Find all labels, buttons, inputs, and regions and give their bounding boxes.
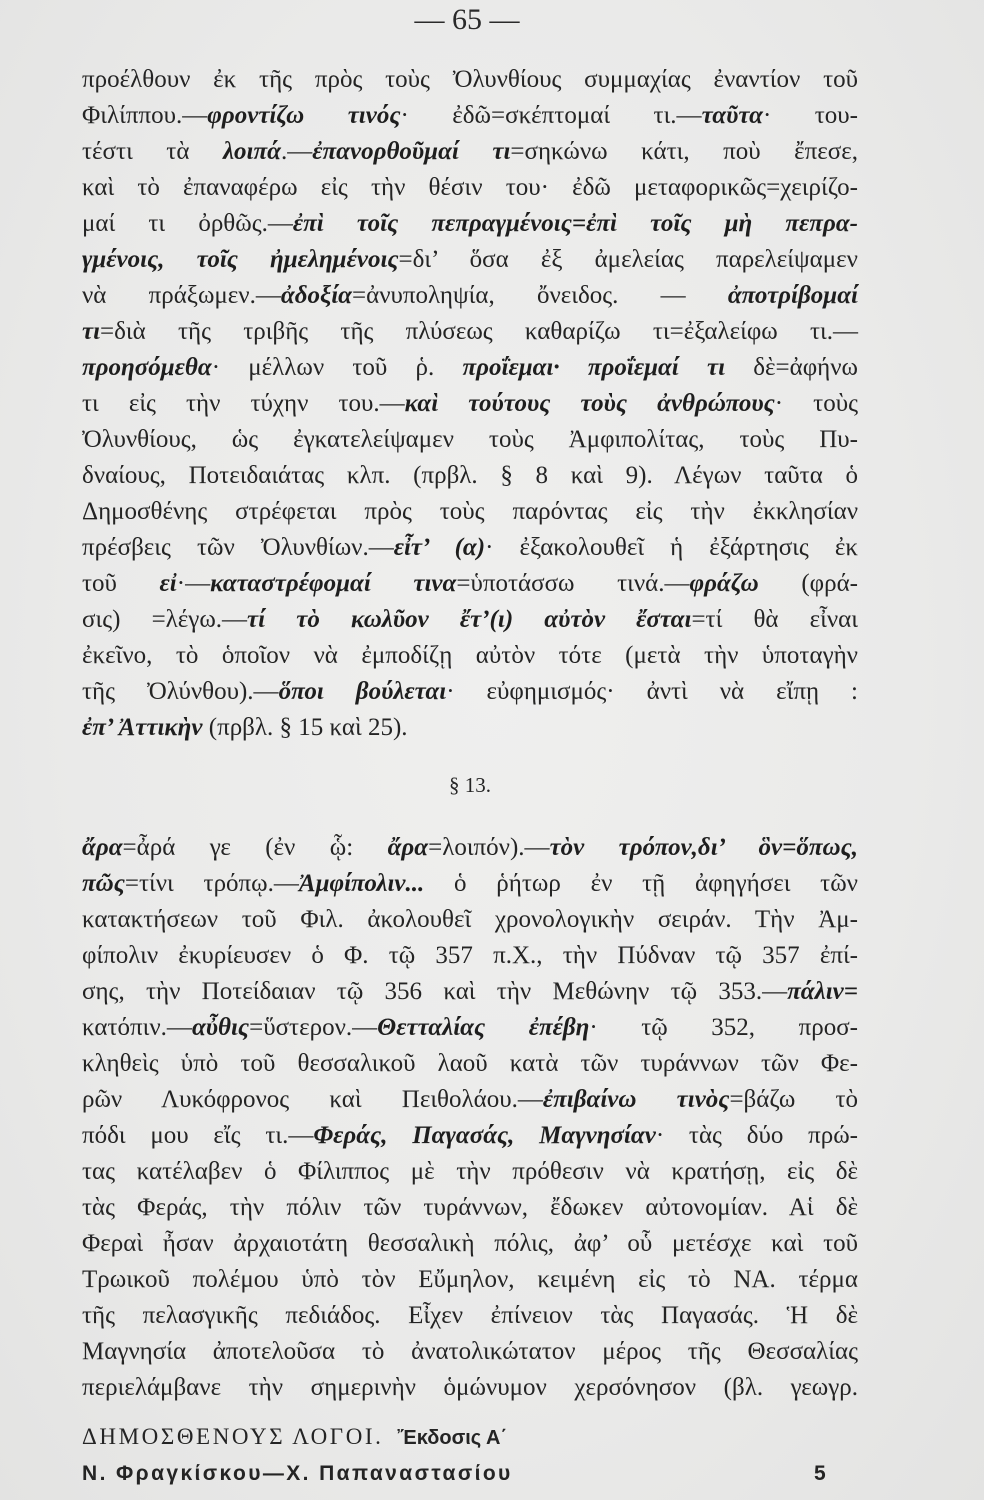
text-line-content bbox=[82, 638, 858, 674]
text-run: Φεραὶ ἦσαν ἀρχαιοτάτη θεσσαλικὴ πόλις, ἀφ’ οὗ μετέσχε καὶ τοῦ bbox=[82, 1230, 858, 1257]
text-run: τὰς Φεράς, τὴν πόλιν τῶν τυράννων, ἔδωκεν αὐτονομίαν. Αἱ δὲ bbox=[82, 1194, 858, 1221]
text-line-content bbox=[82, 134, 858, 170]
glossed-term: ἐπανορθοῦμαί τι bbox=[312, 138, 511, 165]
text-run: (φρά- bbox=[758, 570, 858, 597]
text-run: Τρωικοῦ πολέμου ὑπὸ τὸν Εὔμηλον, κειμένη εἰς τὸ ΝΑ. τέρμα bbox=[82, 1266, 858, 1293]
text-run: περιελάμβανε τὴν σημερινὴν ὁμώνυμον χερσόνησον (βλ. γεωγρ. bbox=[82, 1374, 858, 1401]
text-run: .— bbox=[280, 138, 313, 165]
text-line bbox=[82, 974, 858, 1010]
text-line bbox=[82, 602, 858, 638]
section-heading: § 13. bbox=[449, 773, 491, 797]
text-line bbox=[82, 314, 858, 350]
book-title: ΔΗΜΟΣΘΕΝΟΥΣ ΛΟΓΟΙ. bbox=[82, 1424, 384, 1449]
text-line-content bbox=[82, 1334, 858, 1370]
glossed-term: Θετταλίας ἐπέβη bbox=[377, 1014, 590, 1041]
text-line-content bbox=[82, 974, 858, 1010]
text-run: πόδι μου εἴς τι.— bbox=[82, 1122, 314, 1149]
text-line-content bbox=[82, 62, 858, 98]
text-line bbox=[82, 1298, 858, 1334]
text-run: (πρβλ. § 15 καὶ 25). bbox=[202, 714, 408, 741]
text-run: =ἆρά γε (ἐν ᾧ: bbox=[122, 834, 388, 861]
text-run: μαί τι ὀρθῶς.— bbox=[82, 210, 293, 237]
text-run: νὰ πράξωμεν.— bbox=[82, 282, 281, 309]
text-run: ὁ ῥήτωρ ἐν τῇ ἀφηγήσει τῶν bbox=[424, 870, 858, 897]
text-line bbox=[82, 422, 858, 458]
text-run: Ὀλυνθίους, ὡς ἐγκατελείψαμεν τοὺς Ἀμφιπολίτας, τοὺς Πυ- bbox=[82, 426, 858, 453]
text-line bbox=[82, 674, 858, 710]
text-line-content bbox=[82, 1082, 858, 1118]
edition-label: Ἔκδοσις Α΄ bbox=[397, 1427, 508, 1449]
glossed-term: καὶ τούτους τοὺς ἀνθρώπους bbox=[404, 390, 775, 417]
glossed-term: τὸν τρόπον,δι’ ὃν=ὅπως, bbox=[549, 834, 858, 861]
glossed-term: ἄρα bbox=[387, 834, 429, 861]
text-line bbox=[82, 350, 858, 386]
page-number-header: — 65 — bbox=[414, 3, 520, 36]
text-line-content bbox=[82, 866, 858, 902]
text-run: =σηκώνω κάτι, ποὺ ἔπεσε, bbox=[510, 138, 858, 165]
text-line bbox=[82, 1370, 858, 1406]
text-run: =ὑποτάσσω τινά.— bbox=[456, 570, 690, 597]
glossed-term: καταστρέφομαί τινα bbox=[210, 570, 457, 597]
text-run: ·— bbox=[176, 570, 211, 597]
text-line bbox=[82, 638, 858, 674]
text-line bbox=[82, 830, 858, 866]
text-line bbox=[82, 530, 858, 566]
text-run: =δι’ ὅσα ἐξ ἀμελείας παρελείψαμεν bbox=[398, 246, 858, 273]
text-run: · τῷ 352, προσ- bbox=[589, 1014, 858, 1041]
text-line bbox=[82, 1334, 858, 1370]
text-run: καὶ τὸ ἐπαναφέρω εἰς τὴν θέσιν του· ἐδῶ μεταφορικῶς=χειρίζο- bbox=[82, 174, 858, 201]
text-line bbox=[82, 242, 858, 278]
glossed-term: ταῦτα bbox=[701, 102, 763, 129]
glossed-term: Φεράς, Παγασάς, Μαγνησίαν bbox=[313, 1122, 656, 1149]
glossed-term: εἰ bbox=[159, 570, 177, 597]
text-run: =ἀνυποληψία, ὄνειδος. — bbox=[352, 282, 728, 309]
glossed-term: Ἀμφίπολιν... bbox=[298, 870, 425, 897]
text-run: Φιλίππου.— bbox=[82, 102, 208, 129]
text-run: · τοὺς bbox=[774, 390, 858, 417]
text-line-content bbox=[82, 278, 858, 314]
text-line bbox=[82, 458, 858, 494]
text-line-content bbox=[82, 830, 858, 866]
text-line-content bbox=[82, 98, 858, 134]
text-line-content bbox=[82, 1046, 858, 1082]
text-line-content bbox=[82, 1118, 858, 1154]
text-line bbox=[82, 494, 858, 530]
text-run: =βάζω τὸ bbox=[729, 1086, 859, 1113]
text-line bbox=[82, 386, 858, 422]
text-line bbox=[82, 710, 858, 746]
glossed-term: αὖθις bbox=[191, 1014, 250, 1041]
text-run: τέστι τὰ bbox=[82, 138, 223, 165]
text-line-content bbox=[82, 242, 858, 278]
text-line bbox=[82, 902, 858, 938]
text-line-content bbox=[82, 350, 858, 386]
text-line bbox=[82, 98, 858, 134]
text-line bbox=[82, 134, 858, 170]
text-line bbox=[82, 566, 858, 602]
text-line-content bbox=[82, 530, 858, 566]
text-run: =διὰ τῆς τριβῆς τῆς πλύσεως καθαρίζω τι=ἐξαλείφω τι.— bbox=[100, 318, 858, 345]
text-line-content bbox=[82, 422, 858, 458]
text-line bbox=[82, 938, 858, 974]
text-run: · εὐφημισμός· ἀντὶ νὰ εἴπῃ : bbox=[446, 678, 858, 705]
text-line bbox=[82, 1190, 858, 1226]
text-run: τας κατέλαβεν ὁ Φίλιππος μὲ τὴν πρόθεσιν νὰ κρατήσῃ, εἰς δὲ bbox=[82, 1158, 858, 1185]
text-run: · του- bbox=[762, 102, 858, 129]
text-line bbox=[82, 1226, 858, 1262]
printer-signature-mark: 5 bbox=[814, 1462, 826, 1485]
text-line bbox=[82, 1046, 858, 1082]
glossed-term: τι bbox=[82, 318, 101, 345]
glossed-term: ἐπὶ τοῖς πεπραγμένοις=ἐπὶ τοῖς μὴ πεπρα- bbox=[292, 210, 858, 237]
text-line bbox=[82, 206, 858, 242]
text-line-content bbox=[82, 170, 858, 206]
glossed-term: λοιπά bbox=[222, 138, 281, 165]
text-run: τῆς Ὀλύνθου).— bbox=[82, 678, 279, 705]
text-run: =λοιπόν).— bbox=[428, 834, 550, 861]
text-run: · μέλλων τοῦ ῥ. bbox=[211, 354, 463, 381]
glossed-term: φράζω bbox=[689, 570, 759, 597]
text-line bbox=[82, 1262, 858, 1298]
text-run: κατακτήσεων τοῦ Φιλ. ἀκολουθεῖ χρονολογικὴν σειράν. Τὴν Ἀμ- bbox=[82, 906, 858, 933]
text-run: · ἐδῶ=σκέπτομαί τι.— bbox=[400, 102, 702, 129]
authors: Ν. Φραγκίσκου—Χ. Παπαναστασίου bbox=[82, 1462, 513, 1485]
text-line bbox=[82, 866, 858, 902]
text-line-content bbox=[82, 1370, 858, 1406]
glossed-term: ἀποτρίβομαί bbox=[727, 282, 858, 309]
glossed-term: ἀδοξία bbox=[280, 282, 353, 309]
text-run: · ἐξακολουθεῖ ἡ ἐξάρτησις ἐκ bbox=[485, 534, 858, 561]
text-line bbox=[82, 170, 858, 206]
text-run: σις) =λέγω.— bbox=[82, 606, 248, 633]
text-run: =ὕστερον.— bbox=[249, 1014, 378, 1041]
text-run: · τὰς δύο πρώ- bbox=[655, 1122, 859, 1149]
commentary-part-2 bbox=[82, 830, 858, 1406]
glossed-term: γμένοις, τοῖς ἠμελημένοις bbox=[82, 246, 399, 273]
glossed-term: ἐπιβαίνω τινὸς bbox=[542, 1086, 730, 1113]
text-line bbox=[82, 278, 858, 314]
text-line-content bbox=[82, 206, 858, 242]
text-line-content bbox=[82, 314, 858, 350]
glossed-term: πῶς bbox=[82, 870, 125, 897]
footer-title-line bbox=[82, 1421, 507, 1453]
text-line bbox=[82, 1082, 858, 1118]
glossed-term: τί τὸ κωλῦον ἔτ’(ι) αὐτὸν ἔσται bbox=[247, 606, 692, 633]
text-line-content bbox=[82, 1298, 858, 1334]
text-run: δὲ=ἀφήνω bbox=[725, 354, 858, 381]
text-run: κληθεὶς ὑπὸ τοῦ θεσσαλικοῦ λαοῦ κατὰ τῶν τυράννων τῶν Φε- bbox=[82, 1050, 858, 1077]
text-line-content bbox=[82, 458, 858, 494]
text-line-content bbox=[82, 1010, 858, 1046]
text-line-content bbox=[82, 710, 408, 746]
text-run: =τίνι τρόπῳ.— bbox=[124, 870, 299, 897]
text-run: τι εἰς τὴν τύχην του.— bbox=[82, 390, 405, 417]
text-line bbox=[82, 1010, 858, 1046]
glossed-term: ὅποι βούλεται bbox=[278, 678, 447, 705]
text-run: σης, τὴν Ποτείδαιαν τῷ 356 καὶ τὴν Μεθώνην τῷ 353.— bbox=[82, 978, 788, 1005]
glossed-term: πάλιν= bbox=[787, 978, 858, 1005]
text-line-content bbox=[82, 386, 858, 422]
footer-authors-line bbox=[82, 1458, 513, 1490]
glossed-term: φροντίζω τινός bbox=[207, 102, 401, 129]
text-line bbox=[82, 62, 858, 98]
text-run: δναίους, Ποτειδαιάτας κλπ. (πρβλ. § 8 καὶ 9). Λέγων ταῦτα ὁ bbox=[82, 462, 858, 489]
text-run: φίπολιν ἐκυρίευσεν ὁ Φ. τῷ 357 π.Χ., τὴν Πύδναν τῷ 357 ἐπί- bbox=[82, 942, 858, 969]
text-line-content bbox=[82, 1154, 858, 1190]
glossed-term: προησόμεθα bbox=[82, 354, 212, 381]
text-line-content bbox=[82, 1226, 858, 1262]
text-run: =τί θὰ εἶναι bbox=[691, 606, 859, 633]
text-line-content bbox=[82, 602, 858, 638]
text-line-content bbox=[82, 674, 858, 710]
text-line bbox=[82, 1154, 858, 1190]
text-line-content bbox=[82, 494, 858, 530]
text-line-content bbox=[82, 902, 858, 938]
glossed-term: εἶτ’ (α) bbox=[393, 534, 486, 561]
text-run: ρῶν Λυκόφρονος καὶ Πειθολάου.— bbox=[82, 1086, 543, 1113]
text-run: τοῦ bbox=[82, 570, 160, 597]
glossed-term: προΐεμαι· προΐεμαί τι bbox=[462, 354, 726, 381]
text-run: τῆς πελασγικῆς πεδιάδος. Εἶχεν ἐπίνειον τὰς Παγασάς. Ἡ δὲ bbox=[82, 1302, 858, 1329]
text-run: Δημοσθένης στρέφεται πρὸς τοὺς παρόντας εἰς τὴν ἐκκλησίαν bbox=[82, 498, 858, 525]
text-line-content bbox=[82, 566, 858, 602]
text-run: ἐκεῖνο, τὸ ὁποῖον νὰ ἐμποδίζῃ αὐτὸν τότε (μετὰ τὴν ὑποταγὴν bbox=[82, 642, 858, 669]
glossed-term: ἐπ’ Ἀττικὴν bbox=[82, 714, 203, 741]
text-line-content bbox=[82, 1190, 858, 1226]
text-run: κατόπιν.— bbox=[82, 1014, 192, 1041]
text-run: Μαγνησία ἀποτελοῦσα τὸ ἀνατολικώτατον μέρος τῆς Θεσσαλίας bbox=[82, 1338, 858, 1365]
text-line-content bbox=[82, 938, 858, 974]
commentary-part-1 bbox=[82, 62, 858, 746]
text-run: προέλθουν ἐκ τῆς πρὸς τοὺς Ὀλυνθίους συμμαχίας ἐναντίον τοῦ bbox=[82, 66, 858, 93]
text-line bbox=[82, 1118, 858, 1154]
text-line-content bbox=[82, 1262, 858, 1298]
text-run: πρέσβεις τῶν Ὀλυνθίων.— bbox=[82, 534, 394, 561]
glossed-term: ἄρα bbox=[82, 834, 123, 861]
